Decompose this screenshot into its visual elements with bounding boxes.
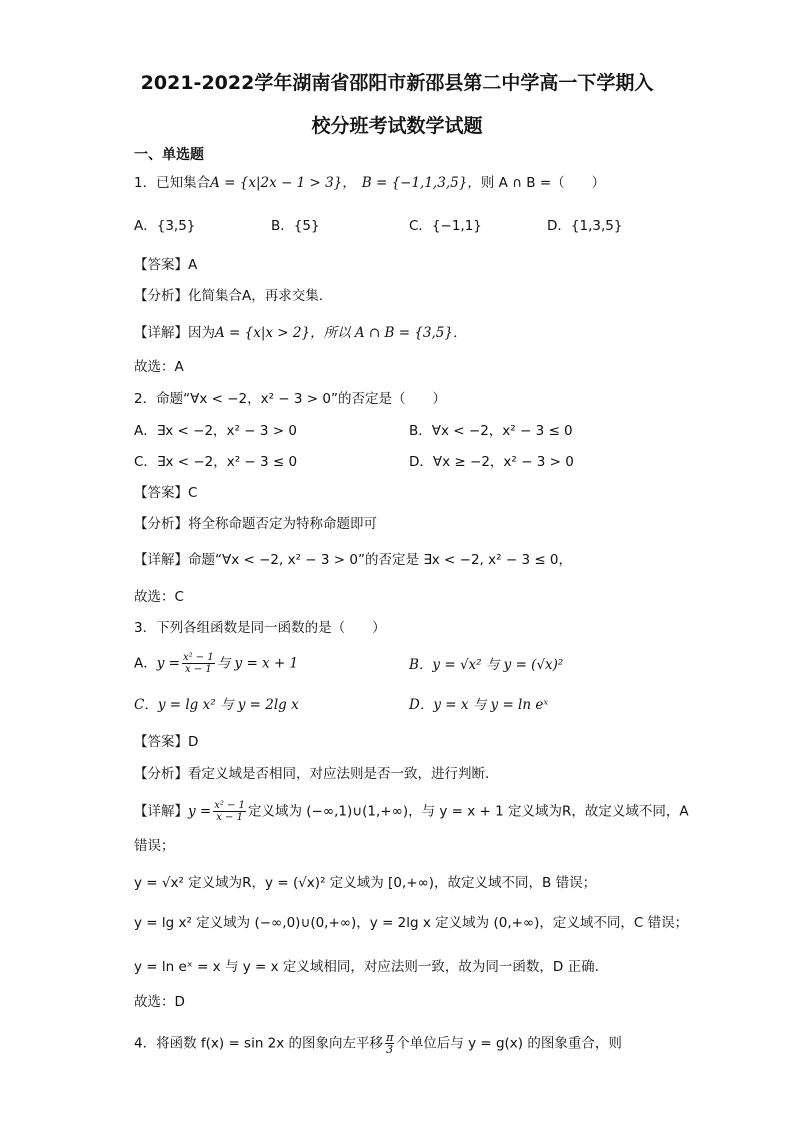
q1-stem [134, 174, 605, 192]
q1-ask: 则 A ∩ B =（ ） [480, 175, 606, 191]
q4-stem-b: 个单位后与 y = g(x) 的图象重合，则 [396, 1035, 622, 1052]
q3-option-a-fraction: $\frac{\text{x² − 1}}{x - 1}$ [182, 652, 214, 675]
q1-set-a: A = {x|2x − 1 > 3}， [210, 175, 356, 191]
q4-stem [134, 1032, 622, 1055]
q2-choose: 故选：C [134, 589, 184, 605]
q4-fraction: $\frac{\pi}{3}$ [386, 1031, 394, 1056]
q2-option-a: A．∃x < −2，x² − 3 > 0 [134, 423, 297, 439]
section-heading: 一、单选题 [134, 147, 204, 163]
q3-answer: 【答案】D [134, 734, 199, 750]
q3-option-a-label: A． [134, 655, 157, 672]
q1-choose: 故选：A [134, 359, 184, 375]
q1-analysis: 【分析】化简集合A，再求交集. [134, 288, 324, 304]
q1-answer: 【答案】A [134, 257, 198, 273]
q1-option-c: C．{−1,1} [409, 218, 482, 234]
q3-analysis: 【分析】看定义域是否相同，对应法则是否一致，进行判断. [134, 766, 490, 782]
q3-option-d: D．y = x 与 y = ln eˣ [409, 697, 549, 713]
q4-stem-a: 4．将函数 f(x) = sin 2x 的图象向左平移 [134, 1035, 384, 1052]
q3-detail: 【详解】y = $\frac{\text{x² − 1}}{x - 1}$ 定义域为 (−∞,1)∪(1,+∞)，与 y = x + 1 定义域为R，故定义域不同，A [134, 800, 689, 823]
q1-prefix: 1．已知集合 [134, 175, 211, 191]
q2-answer: 【答案】C [134, 485, 198, 501]
q3-detail-rest: 定义域为 (−∞,1)∪(1,+∞)，与 y = x + 1 定义域为R，故定义域不同，A [247, 803, 689, 820]
q2-option-b: B．∀x < −2，x² − 3 ≤ 0 [409, 423, 573, 439]
q3-detail-label: 【详解】 [134, 803, 188, 820]
q1-detail-math: A = {x|x > 2}，所以 A ∩ B = {3,5}． [215, 325, 467, 341]
q2-analysis: 【分析】将全称命题否定为特称命题即可 [134, 516, 377, 532]
q3-option-b: B．y = √x² 与 y = (√x)² [409, 657, 564, 673]
q3-stem: 3．下列各组函数是同一函数的是（ ） [134, 620, 386, 636]
q3-option-c: C．y = lg x² 与 y = 2lg x [134, 697, 299, 713]
q3-detail-fraction: $\frac{\text{x² − 1}}{x - 1}$ [214, 800, 245, 823]
q1-option-b: B．{5} [271, 218, 320, 234]
q1-detail-label: 【详解】因为 [134, 325, 215, 341]
q3-detail-d: y = ln eˣ = x 与 y = x 定义域相同，对应法则一致，故为同一函数，D 正确. [134, 959, 599, 975]
q2-option-d: D．∀x ≥ −2，x² − 3 > 0 [409, 454, 574, 470]
q2-option-c: C．∃x < −2，x² − 3 ≤ 0 [134, 454, 298, 470]
q2-stem: 2．命题“∀x < −2，x² − 3 > 0”的否定是（ ） [134, 391, 446, 407]
q1-set-b: B = {−1,1,3,5}， [361, 175, 481, 191]
title-line-2: 校分班考试数学试题 [311, 115, 483, 137]
q1-option-a: A．{3,5} [134, 218, 196, 234]
q3-choose: 故选：D [134, 994, 185, 1010]
q3-detail-b: y = √x² 定义域为R，y = (√x)² 定义域为 [0,+∞)，故定义域不同，B 错误； [134, 875, 597, 891]
title-line-1: 2021-2022学年湖南省邵阳市新邵县第二中学高一下学期入 [140, 72, 654, 94]
q1-detail [134, 324, 466, 342]
q3-detail-continued: 错误； [134, 838, 175, 854]
q3-option-a: A．y = $\frac{\text{x² − 1}}{x - 1}$ 与 y = x + 1 [134, 652, 299, 675]
q2-detail: 【详解】命题“∀x < −2, x² − 3 > 0”的否定是 ∃x < −2, x² − 3 ≤ 0， [134, 552, 573, 568]
q3-option-a-rest: 与 y = x + 1 [216, 655, 299, 672]
q3-detail-c: y = lg x² 定义域为 (−∞,0)∪(0,+∞)，y = 2lg x 定义域为 (0,+∞)，定义域不同，C 错误； [134, 915, 689, 931]
q1-option-d: D．{1,3,5} [547, 218, 623, 234]
